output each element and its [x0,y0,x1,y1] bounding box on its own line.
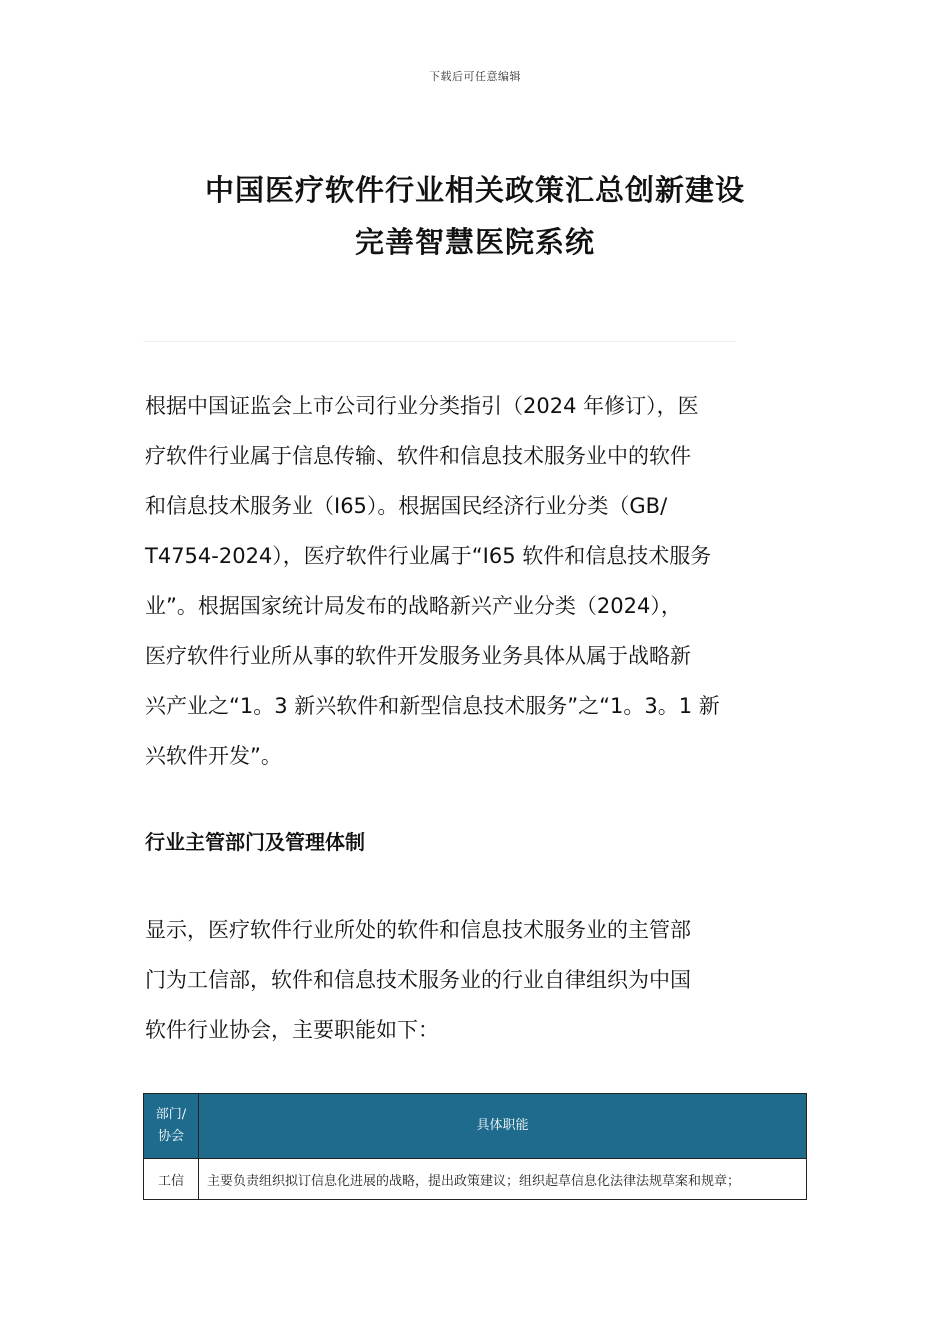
management-paragraph [145,905,737,1055]
duty-table [143,1093,807,1200]
duty-cell: 主要负责组织拟订信息化进展的战略，提出政策建议；组织起草信息化法律法规草案和规章； [199,1159,807,1200]
intro-paragraph [145,381,737,781]
page-title [130,164,820,268]
table-header-row [144,1094,807,1159]
section-heading: 行业主管部门及管理体制 [145,830,365,854]
header-dept-line-1: 部门/ [155,1107,187,1122]
header-dept [144,1094,199,1159]
header-duty: 具体职能 [199,1094,807,1159]
paragraph-line: 软件行业协会，主要职能如下： [145,1018,439,1042]
paragraph-line: 和信息技术服务业（I65）。根据国民经济行业分类（GB/ [145,494,668,518]
paragraph-line: 业”。根据国家统计局发布的战略新兴产业分类（2024）， [145,594,682,618]
paragraph-line: T4754-2024），医疗软件行业属于“I65 软件和信息技术服务 [145,544,712,568]
title-line-1: 中国医疗软件行业相关政策汇总创新建设 [204,173,745,207]
paragraph-line: 显示，医疗软件行业所处的软件和信息技术服务业的主管部 [145,918,691,942]
header-dept-line-2: 协会 [157,1129,184,1144]
dept-cell: 工信 [144,1159,199,1200]
table-row [144,1159,807,1200]
header-note: 下载后可任意编辑 [429,70,521,83]
paragraph-line: 根据中国证监会上市公司行业分类指引（2024 年修订），医 [145,394,699,418]
divider [143,341,736,342]
title-line-2: 完善智慧医院系统 [354,225,595,259]
paragraph-line: 兴软件开发”。 [145,744,282,768]
paragraph-line: 疗软件行业属于信息传输、软件和信息技术服务业中的软件 [145,444,691,468]
paragraph-line: 医疗软件行业所从事的软件开发服务业务具体从属于战略新 [145,644,691,668]
paragraph-line: 兴产业之“1。3 新兴软件和新型信息技术服务”之“1。3。1 新 [145,694,720,718]
paragraph-line: 门为工信部，软件和信息技术服务业的行业自律组织为中国 [145,968,691,992]
